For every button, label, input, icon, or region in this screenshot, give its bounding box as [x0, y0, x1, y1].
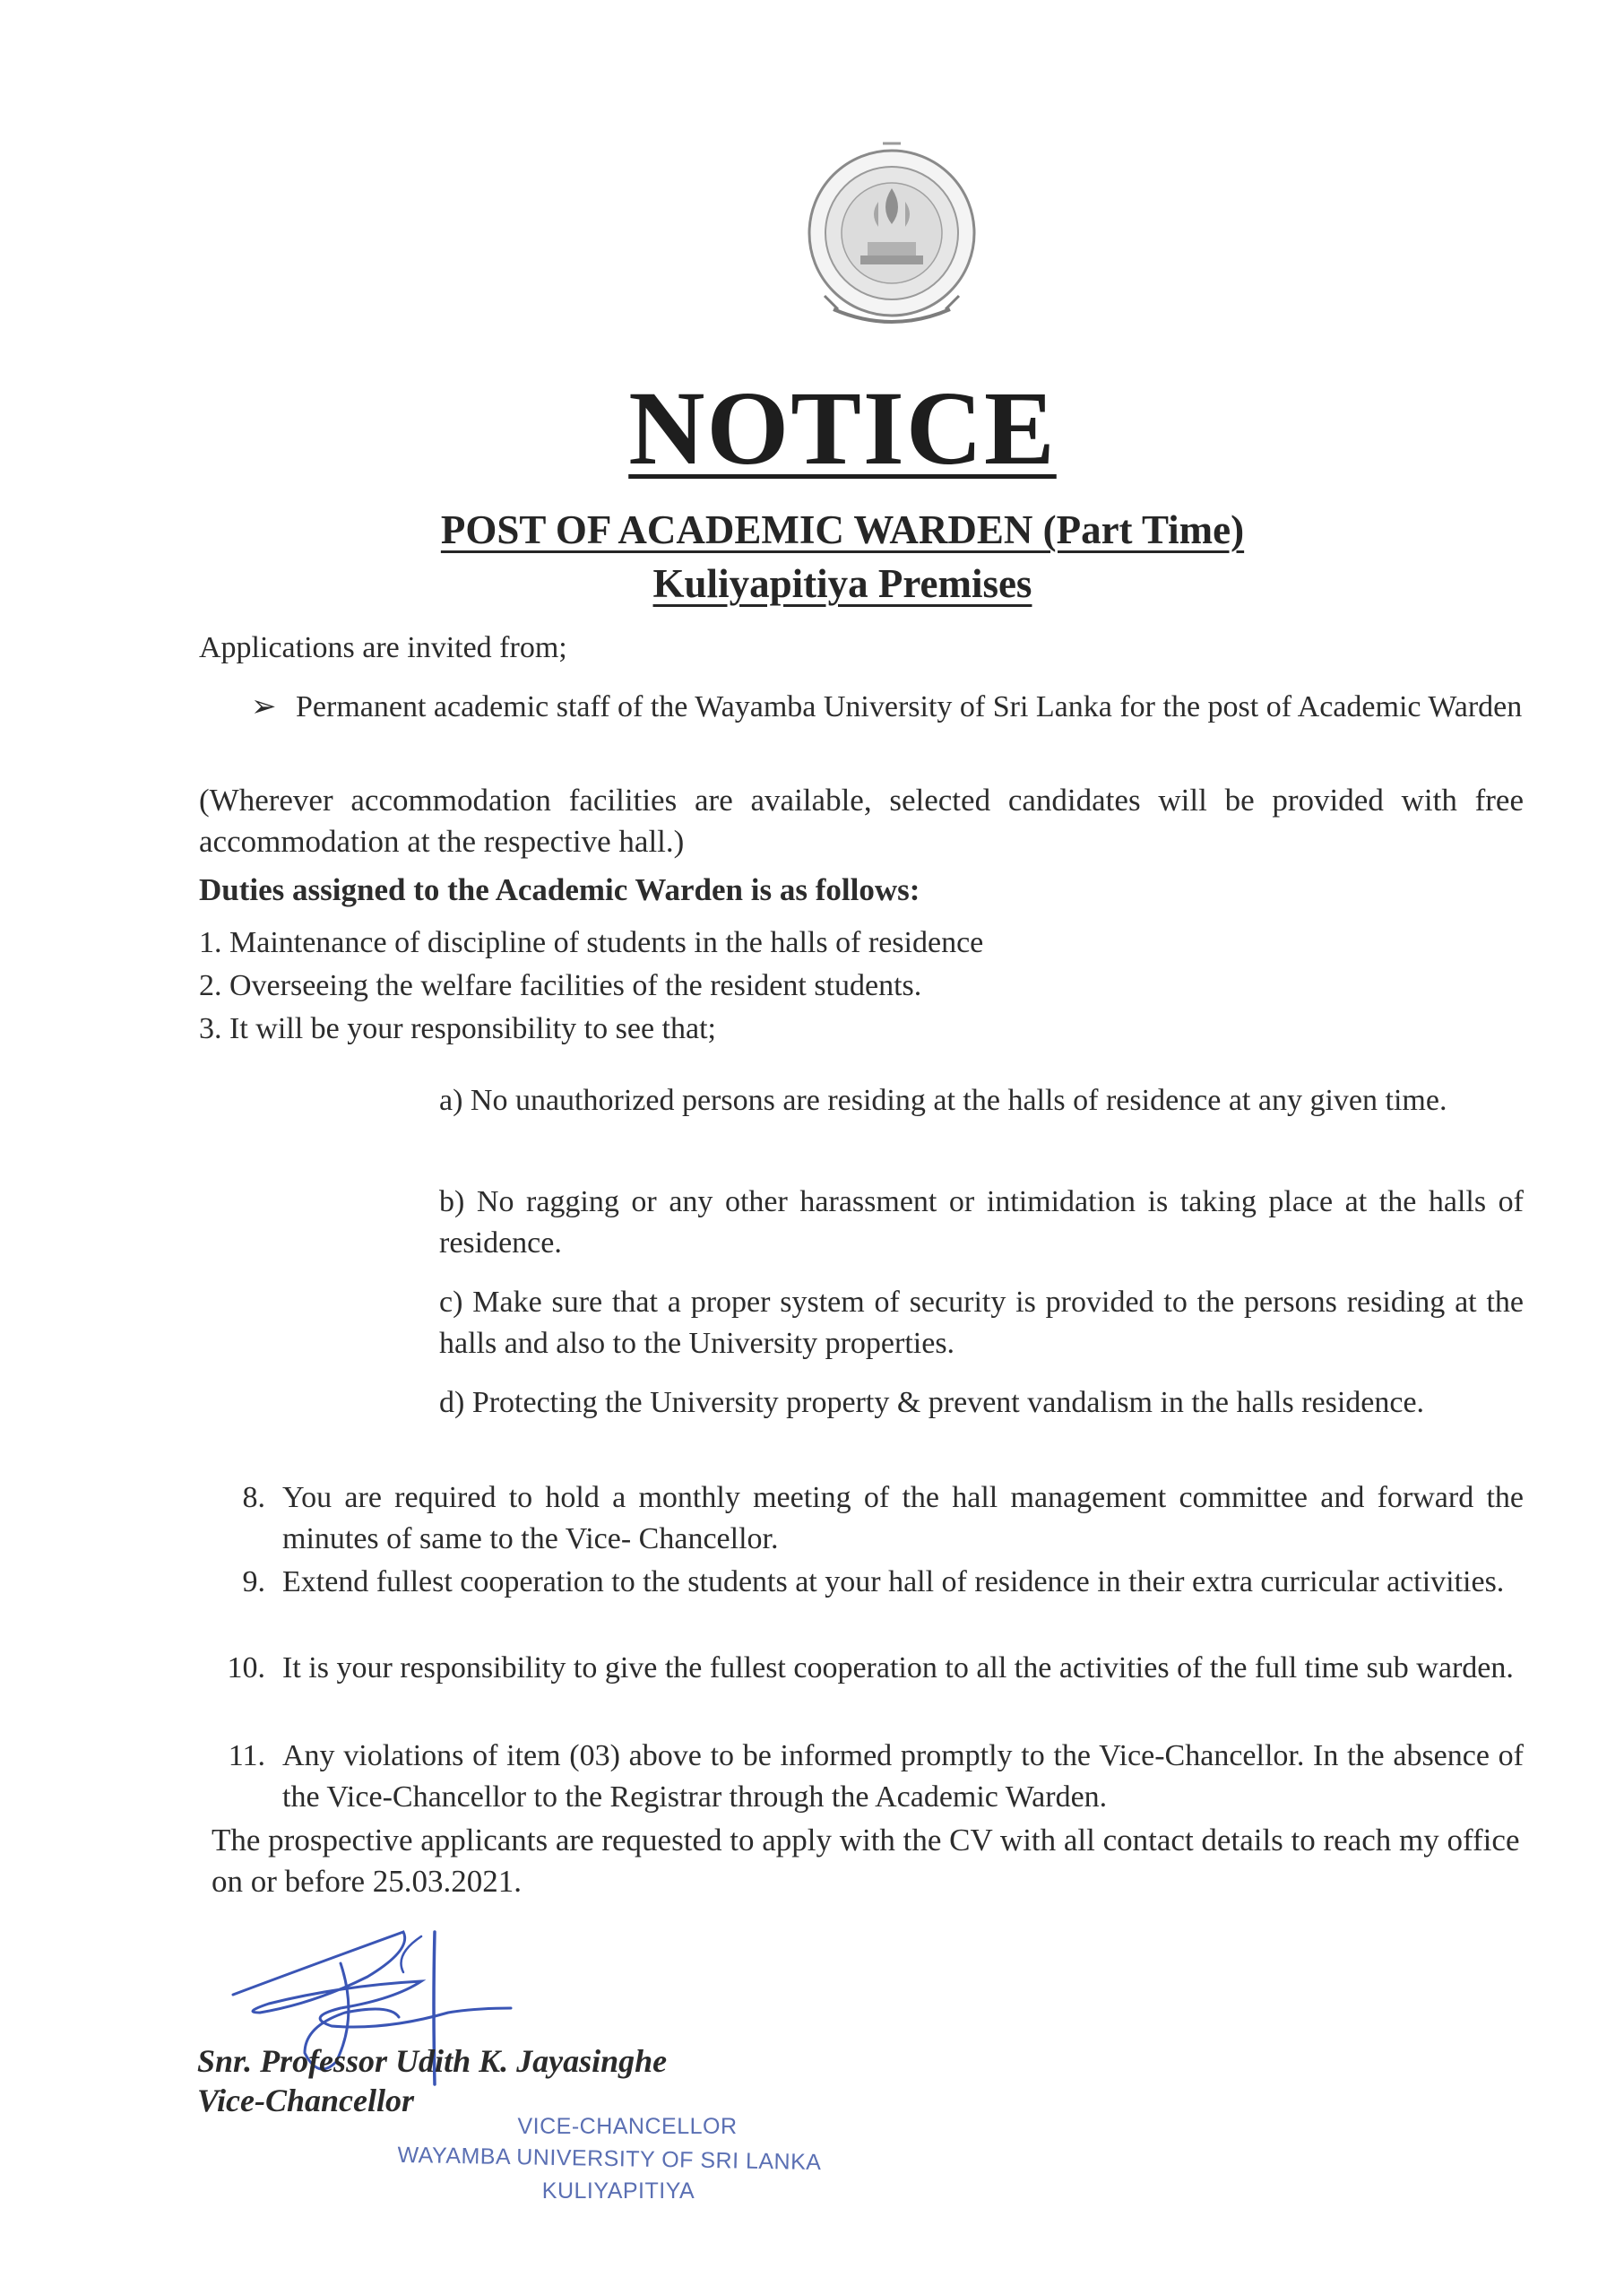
- signatory-name: Snr. Professor Udith K. Jayasinghe: [197, 2043, 668, 2079]
- arrow-bullet-icon: ➢: [251, 690, 277, 723]
- item-number: 11.: [228, 1739, 265, 1772]
- numbered-item-text: Any violations of item (03) above to be informed promptly to the Vice-Chancellor. In the absence of the Vice-Chancellor to the Registrar through the Academic Warden.: [282, 1739, 1524, 1814]
- duty-item: 1. Maintenance of discipline of students in the halls of residence: [199, 926, 984, 959]
- stamp-line-2: WAYAMBA UNIVERSITY OF SRI LANKA: [397, 2142, 822, 2176]
- signatory-title: Vice-Chancellor: [197, 2083, 414, 2118]
- sub-item-b: b) No ragging or any other harassment or intimidation is taking place at the halls of residence.: [439, 1185, 1524, 1260]
- sub-item-c: c) Make sure that a proper system of security is provided to the persons residing at the halls and also to the University properties.: [439, 1286, 1524, 1360]
- duty-item: 2. Overseeing the welfare facilities of the resident students.: [199, 969, 922, 1002]
- duties-heading: Duties assigned to the Academic Warden is as follows:: [199, 872, 920, 907]
- bullet-text: Permanent academic staff of the Wayamba University of Sri Lanka for the post of Academic Warden: [296, 690, 1523, 723]
- intro-text: Applications are invited from;: [199, 631, 567, 664]
- closing-text: The prospective applicants are requested to apply with the CV with all contact details to reach my office on or before 25.03.2021.: [212, 1823, 1520, 1899]
- post-title: POST OF ACADEMIC WARDEN (Part Time): [440, 507, 1245, 552]
- stamp-line-1: VICE-CHANCELLOR: [517, 2114, 738, 2139]
- sub-item-d: d) Protecting the University property & prevent vandalism in the halls residence.: [439, 1386, 1425, 1419]
- item-number: 9.: [242, 1565, 265, 1598]
- stamp-line-3: KULIYAPITIYA: [541, 2178, 695, 2204]
- item-number: 10.: [227, 1651, 265, 1684]
- premises-title: Kuliyapitiya Premises: [652, 561, 1032, 606]
- duties-list: [199, 922, 983, 1051]
- sub-item-a: a) No unauthorized persons are residing at the halls of residence at any given time.: [439, 1084, 1447, 1117]
- university-seal-icon: [798, 134, 986, 332]
- item-number: 8.: [242, 1481, 265, 1514]
- duty-item: 3. It will be your responsibility to see that;: [199, 1012, 716, 1045]
- accommodation-note: (Wherever accommodation facilities are available, selected candidates will be provided with free accommodation at the respective hall.): [199, 783, 1524, 859]
- numbered-item-text: It is your responsibility to give the fullest cooperation to all the activities of the full time sub warden.: [282, 1651, 1514, 1684]
- numbered-item-text: You are required to hold a monthly meeting of the hall management committee and forward the minutes of same to the Vice- Chancellor.: [282, 1481, 1524, 1555]
- numbered-item-text: Extend fullest cooperation to the students at your hall of residence in their extra curricular activities.: [282, 1565, 1505, 1598]
- notice-title: NOTICE: [628, 369, 1057, 487]
